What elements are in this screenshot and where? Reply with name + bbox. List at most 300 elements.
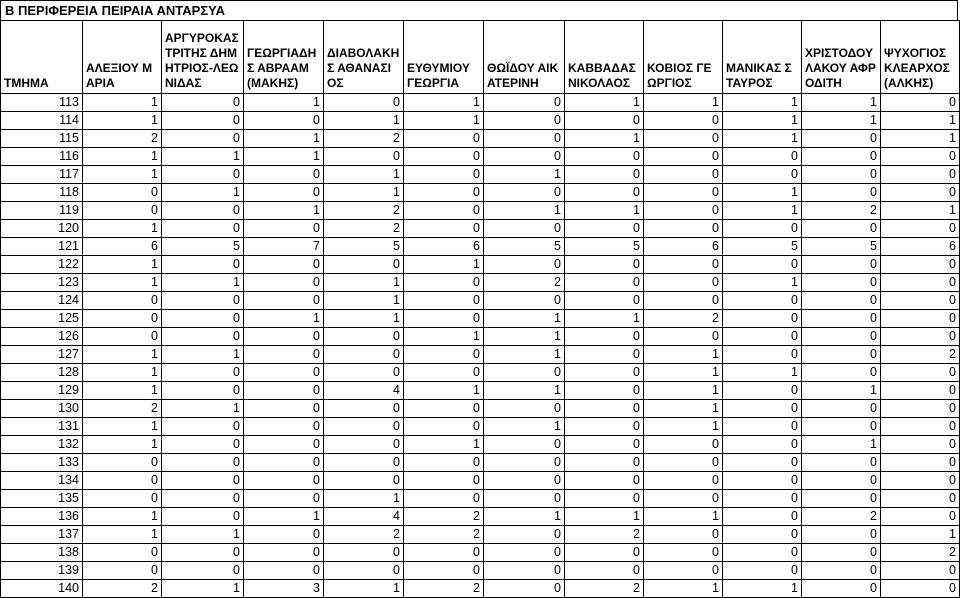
vote-cell[interactable]: 2	[324, 220, 404, 238]
vote-cell[interactable]: 1	[484, 382, 565, 400]
vote-cell[interactable]: 0	[565, 220, 644, 238]
vote-cell[interactable]: 1	[244, 130, 324, 148]
vote-cell[interactable]: 6	[83, 238, 162, 256]
vote-cell[interactable]: 0	[802, 346, 881, 364]
vote-cell[interactable]: 1	[565, 130, 644, 148]
column-header[interactable]: ΕΥΘΥΜΙΟΥ ΓΕΩΡΓΙΑ	[404, 21, 484, 94]
vote-cell[interactable]: 0	[484, 544, 565, 562]
vote-cell[interactable]: 0	[881, 148, 960, 166]
vote-cell[interactable]: 0	[881, 472, 960, 490]
vote-cell[interactable]: 0	[162, 364, 244, 382]
vote-cell[interactable]: 1	[162, 274, 244, 292]
vote-cell[interactable]: 1	[644, 400, 723, 418]
vote-cell[interactable]: 0	[565, 472, 644, 490]
section-cell[interactable]: 127	[1, 346, 83, 364]
vote-cell[interactable]: 0	[324, 436, 404, 454]
vote-cell[interactable]: 0	[881, 418, 960, 436]
vote-cell[interactable]: 0	[244, 274, 324, 292]
vote-cell[interactable]: 0	[723, 490, 802, 508]
column-header[interactable]: ΚΟΒΙΟΣ ΓΕΩΡΓΙΟΣ	[644, 21, 723, 94]
vote-cell[interactable]: 0	[644, 274, 723, 292]
vote-cell[interactable]: 0	[565, 256, 644, 274]
vote-cell[interactable]: 1	[83, 346, 162, 364]
vote-cell[interactable]: 1	[244, 508, 324, 526]
vote-cell[interactable]: 0	[83, 490, 162, 508]
vote-cell[interactable]: 0	[565, 292, 644, 310]
vote-cell[interactable]: 0	[565, 544, 644, 562]
section-cell[interactable]: 140	[1, 580, 83, 598]
vote-cell[interactable]: 0	[644, 454, 723, 472]
vote-cell[interactable]: 0	[881, 274, 960, 292]
vote-cell[interactable]: 1	[83, 436, 162, 454]
vote-cell[interactable]: 0	[723, 220, 802, 238]
vote-cell[interactable]: 0	[244, 256, 324, 274]
vote-cell[interactable]: 0	[881, 292, 960, 310]
vote-cell[interactable]: 0	[802, 274, 881, 292]
vote-cell[interactable]: 0	[162, 130, 244, 148]
vote-cell[interactable]: 1	[83, 166, 162, 184]
vote-cell[interactable]: 5	[484, 238, 565, 256]
vote-cell[interactable]: 0	[723, 382, 802, 400]
vote-cell[interactable]: 1	[565, 508, 644, 526]
vote-cell[interactable]: 0	[244, 418, 324, 436]
vote-cell[interactable]: 0	[802, 544, 881, 562]
vote-cell[interactable]: 0	[404, 292, 484, 310]
vote-cell[interactable]: 0	[802, 148, 881, 166]
vote-cell[interactable]: 0	[802, 364, 881, 382]
section-cell[interactable]: 126	[1, 328, 83, 346]
vote-cell[interactable]: 1	[723, 274, 802, 292]
vote-cell[interactable]: 1	[723, 112, 802, 130]
vote-cell[interactable]: 0	[244, 562, 324, 580]
vote-cell[interactable]: 2	[802, 202, 881, 220]
vote-cell[interactable]: 0	[244, 346, 324, 364]
vote-cell[interactable]: 0	[723, 346, 802, 364]
vote-cell[interactable]: 0	[881, 400, 960, 418]
vote-cell[interactable]: 1	[802, 382, 881, 400]
section-cell[interactable]: 117	[1, 166, 83, 184]
vote-cell[interactable]: 1	[324, 112, 404, 130]
vote-cell[interactable]: 0	[881, 364, 960, 382]
column-header[interactable]: ΑΡΓΥΡΟΚΑΣΤΡΙΤΗΣ ΔΗΜΗΤΡΙΟΣ-ΛΕΩΝΙΔΑΣ	[162, 21, 244, 94]
vote-cell[interactable]: 1	[644, 580, 723, 598]
vote-cell[interactable]: 0	[802, 292, 881, 310]
vote-cell[interactable]: 1	[723, 184, 802, 202]
vote-cell[interactable]: 0	[644, 184, 723, 202]
vote-cell[interactable]: 0	[404, 220, 484, 238]
vote-cell[interactable]: 0	[723, 418, 802, 436]
vote-cell[interactable]: 0	[802, 130, 881, 148]
vote-cell[interactable]: 1	[83, 274, 162, 292]
vote-cell[interactable]: 0	[484, 148, 565, 166]
vote-cell[interactable]: 0	[83, 472, 162, 490]
vote-cell[interactable]: 0	[244, 184, 324, 202]
column-header[interactable]: ΔΙΑΒΟΛΑΚΗΣ ΑΘΑΝΑΣΙΟΣ	[324, 21, 404, 94]
vote-cell[interactable]: 0	[324, 256, 404, 274]
vote-cell[interactable]: 0	[723, 526, 802, 544]
vote-cell[interactable]: 0	[162, 94, 244, 112]
section-cell[interactable]: 120	[1, 220, 83, 238]
vote-cell[interactable]: 5	[802, 238, 881, 256]
vote-cell[interactable]: 1	[244, 148, 324, 166]
vote-cell[interactable]: 0	[324, 472, 404, 490]
vote-cell[interactable]: 1	[324, 580, 404, 598]
vote-cell[interactable]: 0	[244, 490, 324, 508]
vote-cell[interactable]: 0	[881, 454, 960, 472]
sheet-title[interactable]: Β ΠΕΡΙΦΕΡΕΙΑ ΠΕΙΡΑΙΑ ΑΝΤΑΡΣΥΑ	[0, 0, 958, 20]
vote-cell[interactable]: 1	[162, 346, 244, 364]
vote-cell[interactable]: 0	[324, 418, 404, 436]
vote-cell[interactable]: 1	[484, 310, 565, 328]
vote-cell[interactable]: 0	[404, 418, 484, 436]
vote-cell[interactable]: 1	[83, 364, 162, 382]
vote-cell[interactable]: 0	[404, 562, 484, 580]
vote-cell[interactable]: 0	[162, 166, 244, 184]
vote-cell[interactable]: 1	[802, 94, 881, 112]
vote-cell[interactable]: 0	[644, 490, 723, 508]
vote-cell[interactable]: 0	[484, 454, 565, 472]
vote-cell[interactable]: 1	[324, 184, 404, 202]
vote-cell[interactable]: 0	[881, 184, 960, 202]
vote-cell[interactable]: 0	[565, 436, 644, 454]
section-cell[interactable]: 136	[1, 508, 83, 526]
vote-cell[interactable]: 1	[881, 112, 960, 130]
column-header[interactable]: ΨΥΧΟΓΙΟΣ ΚΛΕΑΡΧΟΣ (ΑΛΚΗΣ)	[881, 21, 960, 94]
vote-cell[interactable]: 1	[83, 508, 162, 526]
vote-cell[interactable]: 0	[802, 310, 881, 328]
vote-cell[interactable]: 0	[404, 544, 484, 562]
vote-cell[interactable]: 0	[802, 472, 881, 490]
vote-cell[interactable]: 1	[565, 202, 644, 220]
vote-cell[interactable]: 0	[802, 400, 881, 418]
vote-cell[interactable]: 1	[324, 490, 404, 508]
vote-cell[interactable]: 1	[723, 94, 802, 112]
vote-cell[interactable]: 0	[723, 310, 802, 328]
vote-cell[interactable]: 0	[644, 256, 723, 274]
vote-cell[interactable]: 0	[881, 94, 960, 112]
vote-cell[interactable]: 0	[723, 508, 802, 526]
vote-cell[interactable]: 1	[484, 166, 565, 184]
vote-cell[interactable]: 5	[723, 238, 802, 256]
column-header[interactable]: ΘΩΪΔΟΥ ΑΙΚΑΤΕΡΙΝΗ	[484, 21, 565, 94]
vote-cell[interactable]: 0	[324, 148, 404, 166]
vote-cell[interactable]: 1	[324, 292, 404, 310]
section-cell[interactable]: 137	[1, 526, 83, 544]
vote-cell[interactable]: 0	[802, 562, 881, 580]
vote-cell[interactable]: 0	[723, 292, 802, 310]
vote-cell[interactable]: 0	[404, 310, 484, 328]
vote-cell[interactable]: 0	[404, 130, 484, 148]
vote-cell[interactable]: 1	[802, 112, 881, 130]
vote-cell[interactable]: 1	[565, 310, 644, 328]
vote-cell[interactable]: 1	[162, 580, 244, 598]
vote-cell[interactable]: 0	[881, 166, 960, 184]
vote-cell[interactable]: 0	[484, 490, 565, 508]
vote-cell[interactable]: 0	[644, 166, 723, 184]
vote-cell[interactable]: 1	[565, 94, 644, 112]
vote-cell[interactable]: 1	[723, 364, 802, 382]
vote-cell[interactable]: 0	[565, 328, 644, 346]
vote-cell[interactable]: 0	[244, 292, 324, 310]
vote-cell[interactable]: 0	[644, 130, 723, 148]
vote-cell[interactable]: 1	[83, 418, 162, 436]
vote-cell[interactable]: 0	[404, 364, 484, 382]
vote-cell[interactable]: 6	[404, 238, 484, 256]
vote-cell[interactable]: 0	[565, 166, 644, 184]
vote-cell[interactable]: 1	[162, 184, 244, 202]
vote-cell[interactable]: 0	[802, 184, 881, 202]
vote-cell[interactable]: 0	[244, 454, 324, 472]
vote-cell[interactable]: 1	[484, 328, 565, 346]
vote-cell[interactable]: 3	[244, 580, 324, 598]
vote-cell[interactable]: 2	[565, 526, 644, 544]
vote-cell[interactable]: 1	[484, 508, 565, 526]
vote-cell[interactable]: 0	[881, 562, 960, 580]
vote-cell[interactable]: 0	[723, 256, 802, 274]
vote-cell[interactable]: 0	[723, 148, 802, 166]
vote-cell[interactable]: 0	[802, 454, 881, 472]
vote-cell[interactable]: 1	[83, 382, 162, 400]
vote-cell[interactable]: 0	[404, 454, 484, 472]
vote-cell[interactable]: 0	[484, 436, 565, 454]
vote-cell[interactable]: 0	[881, 220, 960, 238]
vote-cell[interactable]: 1	[83, 94, 162, 112]
vote-cell[interactable]: 1	[404, 112, 484, 130]
vote-cell[interactable]: 0	[565, 400, 644, 418]
vote-cell[interactable]: 0	[644, 328, 723, 346]
vote-cell[interactable]: 2	[484, 274, 565, 292]
vote-cell[interactable]: 0	[83, 562, 162, 580]
vote-cell[interactable]: 0	[565, 184, 644, 202]
vote-cell[interactable]: 2	[324, 202, 404, 220]
vote-cell[interactable]: 0	[162, 454, 244, 472]
vote-cell[interactable]: 0	[723, 166, 802, 184]
vote-cell[interactable]: 0	[162, 328, 244, 346]
vote-cell[interactable]: 2	[802, 508, 881, 526]
vote-cell[interactable]: 0	[324, 400, 404, 418]
vote-cell[interactable]: 0	[644, 148, 723, 166]
vote-cell[interactable]: 0	[881, 436, 960, 454]
section-cell[interactable]: 131	[1, 418, 83, 436]
vote-cell[interactable]: 0	[644, 436, 723, 454]
vote-cell[interactable]: 0	[802, 220, 881, 238]
vote-cell[interactable]: 0	[644, 202, 723, 220]
vote-cell[interactable]: 1	[404, 94, 484, 112]
vote-cell[interactable]: 0	[162, 310, 244, 328]
vote-cell[interactable]: 1	[83, 220, 162, 238]
section-cell[interactable]: 139	[1, 562, 83, 580]
vote-cell[interactable]: 1	[644, 346, 723, 364]
vote-cell[interactable]: 0	[83, 184, 162, 202]
vote-cell[interactable]: 0	[404, 490, 484, 508]
vote-cell[interactable]: 2	[83, 580, 162, 598]
vote-cell[interactable]: 1	[404, 436, 484, 454]
vote-cell[interactable]: 0	[244, 544, 324, 562]
vote-cell[interactable]: 0	[802, 256, 881, 274]
vote-cell[interactable]: 0	[244, 166, 324, 184]
vote-cell[interactable]: 0	[244, 526, 324, 544]
vote-cell[interactable]: 0	[244, 112, 324, 130]
vote-cell[interactable]: 1	[881, 202, 960, 220]
vote-cell[interactable]: 1	[244, 310, 324, 328]
vote-cell[interactable]: 1	[244, 202, 324, 220]
vote-cell[interactable]: 0	[162, 382, 244, 400]
vote-cell[interactable]: 2	[404, 526, 484, 544]
vote-cell[interactable]: 0	[565, 148, 644, 166]
vote-cell[interactable]: 0	[324, 454, 404, 472]
vote-cell[interactable]: 1	[881, 130, 960, 148]
vote-cell[interactable]: 4	[324, 382, 404, 400]
vote-cell[interactable]: 0	[324, 544, 404, 562]
vote-cell[interactable]: 1	[644, 364, 723, 382]
vote-cell[interactable]: 1	[404, 328, 484, 346]
vote-cell[interactable]: 0	[565, 454, 644, 472]
vote-cell[interactable]: 0	[723, 454, 802, 472]
vote-cell[interactable]: 0	[881, 382, 960, 400]
vote-cell[interactable]: 0	[162, 292, 244, 310]
vote-cell[interactable]: 0	[484, 256, 565, 274]
vote-cell[interactable]: 1	[644, 382, 723, 400]
vote-cell[interactable]: 2	[404, 508, 484, 526]
vote-cell[interactable]: 0	[723, 544, 802, 562]
vote-cell[interactable]: 7	[244, 238, 324, 256]
vote-cell[interactable]: 0	[484, 112, 565, 130]
vote-cell[interactable]: 0	[565, 346, 644, 364]
vote-cell[interactable]: 0	[723, 400, 802, 418]
vote-cell[interactable]: 0	[881, 310, 960, 328]
vote-cell[interactable]: 0	[83, 292, 162, 310]
vote-cell[interactable]: 0	[484, 364, 565, 382]
section-cell[interactable]: 121	[1, 238, 83, 256]
vote-cell[interactable]: 0	[484, 292, 565, 310]
vote-cell[interactable]: 0	[404, 202, 484, 220]
section-cell[interactable]: 116	[1, 148, 83, 166]
vote-cell[interactable]: 0	[162, 112, 244, 130]
vote-cell[interactable]: 0	[324, 562, 404, 580]
vote-cell[interactable]: 2	[881, 346, 960, 364]
vote-cell[interactable]: 0	[565, 112, 644, 130]
vote-cell[interactable]: 0	[324, 346, 404, 364]
vote-cell[interactable]: 1	[644, 418, 723, 436]
vote-cell[interactable]: 2	[644, 310, 723, 328]
vote-cell[interactable]: 1	[484, 202, 565, 220]
vote-cell[interactable]: 0	[162, 544, 244, 562]
column-header[interactable]: ΚΑΒΒΑΔΑΣ ΝΙΚΟΛΑΟΣ	[565, 21, 644, 94]
vote-cell[interactable]: 0	[484, 130, 565, 148]
vote-cell[interactable]: 0	[644, 544, 723, 562]
vote-cell[interactable]: 0	[83, 544, 162, 562]
vote-cell[interactable]: 0	[565, 562, 644, 580]
vote-cell[interactable]: 1	[324, 310, 404, 328]
vote-cell[interactable]: 1	[324, 274, 404, 292]
vote-cell[interactable]: 0	[83, 202, 162, 220]
vote-cell[interactable]: 0	[802, 418, 881, 436]
vote-cell[interactable]: 1	[404, 382, 484, 400]
vote-cell[interactable]: 0	[565, 382, 644, 400]
vote-cell[interactable]: 0	[404, 400, 484, 418]
vote-cell[interactable]: 0	[723, 328, 802, 346]
vote-cell[interactable]: 1	[162, 526, 244, 544]
vote-cell[interactable]: 0	[644, 112, 723, 130]
vote-cell[interactable]: 5	[324, 238, 404, 256]
vote-cell[interactable]: 0	[723, 436, 802, 454]
vote-cell[interactable]: 0	[162, 562, 244, 580]
vote-cell[interactable]: 0	[83, 328, 162, 346]
vote-cell[interactable]: 0	[324, 94, 404, 112]
vote-cell[interactable]: 0	[484, 184, 565, 202]
vote-cell[interactable]: 1	[484, 346, 565, 364]
vote-cell[interactable]: 1	[83, 112, 162, 130]
vote-cell[interactable]: 0	[881, 328, 960, 346]
vote-cell[interactable]: 1	[162, 400, 244, 418]
column-header[interactable]: ΧΡΙΣΤΟΔΟΥΛΑΚΟΥ ΑΦΡΟΔΙΤΗ	[802, 21, 881, 94]
section-cell[interactable]: 118	[1, 184, 83, 202]
vote-cell[interactable]: 6	[881, 238, 960, 256]
section-cell[interactable]: 130	[1, 400, 83, 418]
vote-cell[interactable]: 0	[162, 436, 244, 454]
vote-cell[interactable]: 1	[83, 526, 162, 544]
vote-cell[interactable]: 1	[644, 94, 723, 112]
vote-cell[interactable]: 1	[802, 436, 881, 454]
vote-cell[interactable]: 0	[162, 472, 244, 490]
section-cell[interactable]: 134	[1, 472, 83, 490]
vote-cell[interactable]: 0	[644, 220, 723, 238]
column-header[interactable]: ΜΑΝΙΚΑΣ ΣΤΑΥΡΟΣ	[723, 21, 802, 94]
vote-cell[interactable]: 0	[83, 454, 162, 472]
vote-cell[interactable]: 2	[324, 130, 404, 148]
vote-cell[interactable]: 2	[83, 130, 162, 148]
vote-cell[interactable]: 0	[802, 580, 881, 598]
vote-cell[interactable]: 1	[723, 202, 802, 220]
vote-cell[interactable]: 1	[484, 418, 565, 436]
section-cell[interactable]: 122	[1, 256, 83, 274]
vote-cell[interactable]: 0	[162, 418, 244, 436]
vote-cell[interactable]: 0	[881, 580, 960, 598]
vote-cell[interactable]: 1	[83, 148, 162, 166]
vote-cell[interactable]: 0	[404, 274, 484, 292]
section-cell[interactable]: 115	[1, 130, 83, 148]
vote-cell[interactable]: 2	[83, 400, 162, 418]
section-cell[interactable]: 125	[1, 310, 83, 328]
vote-cell[interactable]: 0	[484, 400, 565, 418]
column-header[interactable]: ΑΛΕΞΙΟΥ ΜΑΡΙΑ	[83, 21, 162, 94]
vote-cell[interactable]: 0	[244, 220, 324, 238]
section-cell[interactable]: 123	[1, 274, 83, 292]
vote-cell[interactable]: 0	[244, 400, 324, 418]
vote-cell[interactable]: 0	[802, 166, 881, 184]
vote-cell[interactable]: 0	[644, 562, 723, 580]
vote-cell[interactable]: 0	[802, 328, 881, 346]
section-cell[interactable]: 119	[1, 202, 83, 220]
vote-cell[interactable]: 0	[162, 202, 244, 220]
vote-cell[interactable]: 0	[244, 436, 324, 454]
section-cell[interactable]: 114	[1, 112, 83, 130]
vote-cell[interactable]: 0	[324, 364, 404, 382]
vote-cell[interactable]: 6	[644, 238, 723, 256]
vote-cell[interactable]: 0	[162, 490, 244, 508]
vote-cell[interactable]: 0	[162, 256, 244, 274]
vote-cell[interactable]: 1	[244, 94, 324, 112]
vote-cell[interactable]: 0	[162, 220, 244, 238]
vote-cell[interactable]: 1	[324, 166, 404, 184]
vote-cell[interactable]: 0	[404, 148, 484, 166]
vote-cell[interactable]: 0	[404, 184, 484, 202]
vote-cell[interactable]: 0	[881, 490, 960, 508]
vote-cell[interactable]: 0	[162, 508, 244, 526]
vote-cell[interactable]: 0	[802, 526, 881, 544]
vote-cell[interactable]: 0	[565, 490, 644, 508]
vote-cell[interactable]: 0	[644, 472, 723, 490]
